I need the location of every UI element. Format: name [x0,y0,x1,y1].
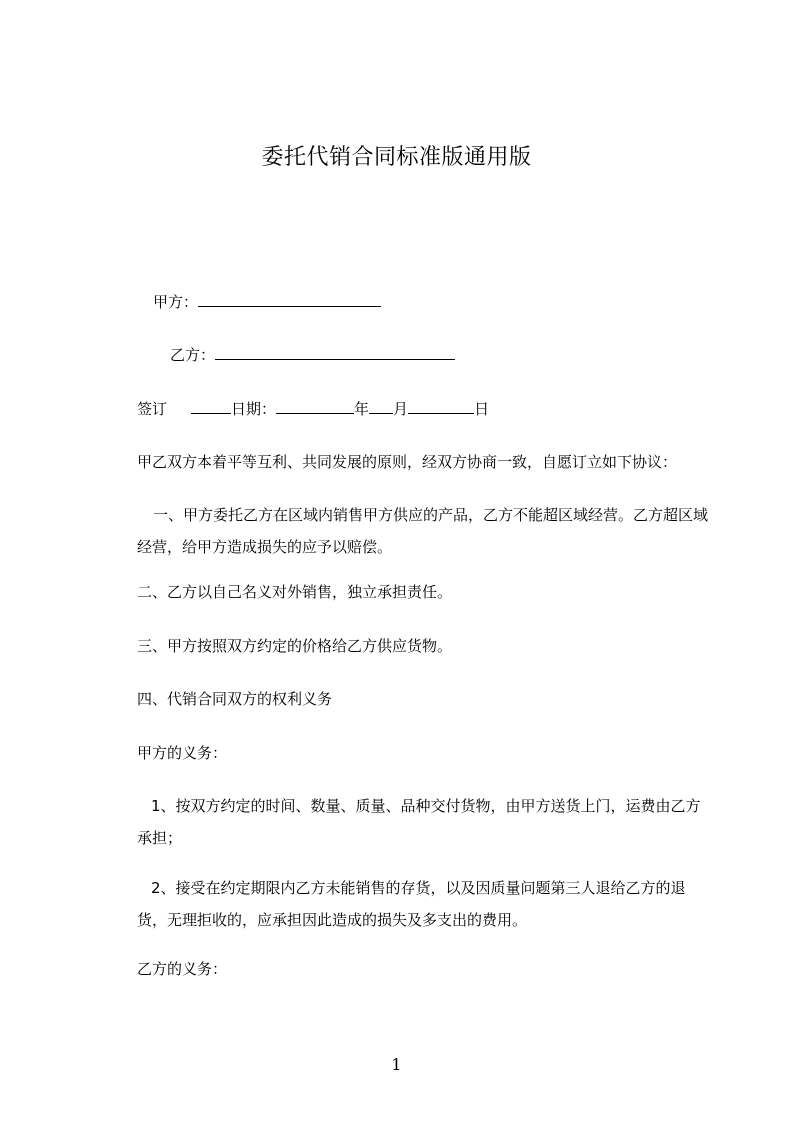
party-b-line [170,344,455,365]
intro-paragraph: 甲乙双方本着平等互利、共同发展的原则，经双方协商一致，自愿订立如下协议： [137,453,678,471]
page-number: 1 [391,1055,402,1074]
clause-2: 二、乙方以自己名义对外销售，独立承担责任。 [137,583,453,601]
day-blank [408,398,474,414]
document-title: 委托代销合同标准版通用版 [261,145,532,170]
party-b-duties-heading: 乙方的义务： [137,960,228,978]
date-label: 日期： [231,400,277,418]
party-a-duties-heading: 甲方的义务： [137,744,228,762]
clause-1: 一、甲方委托乙方在区域内销售甲方供应的产品，乙方不能超区域经营。乙方超区域经营，给甲方造成损失的应予以赔偿。 [137,506,709,556]
party-a-duty-1: 1、按双方约定的时间、数量、质量、品种交付货物，由甲方送货上门，运费由乙方承担； [137,797,701,847]
day-label: 日 [474,400,490,418]
sign-label: 签订 [137,400,168,418]
sign-date-line [137,398,489,419]
month-blank [369,398,393,414]
party-a-label: 甲方： [153,293,199,311]
party-a-blank [198,291,381,307]
month-label: 月 [393,400,409,418]
year-blank [276,398,354,414]
year-label: 年 [354,400,370,418]
party-b-blank [215,344,455,360]
clause-4: 四、代销合同双方的权利义务 [137,690,333,708]
clause-3: 三、甲方按照双方约定的价格给乙方供应货物。 [137,637,453,655]
party-a-duty-2: 2、接受在约定期限内乙方未能销售的存货，以及因质量问题第三人退给乙方的退货，无理拒收的，应承担因此造成的损失及多支出的费用。 [137,879,686,929]
party-b-label: 乙方： [170,346,216,364]
sign-blank [191,398,231,414]
party-a-line [153,291,381,312]
